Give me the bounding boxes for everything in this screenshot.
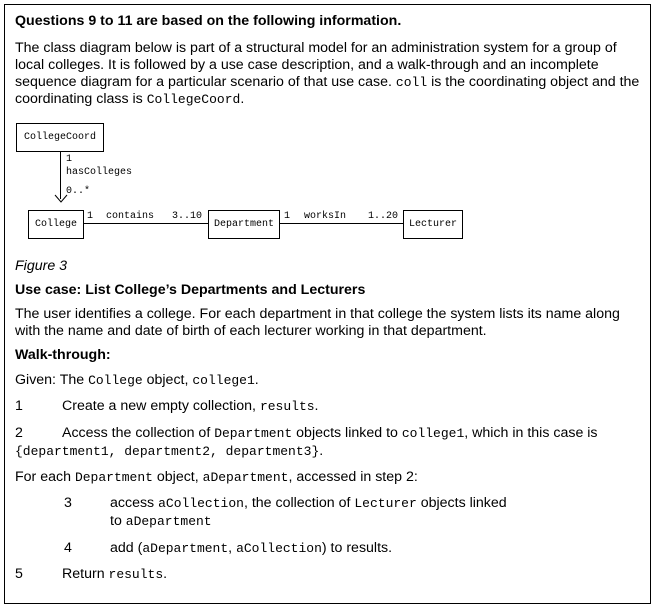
class-department: Department — [208, 210, 280, 239]
assoc-contains-label: contains — [106, 211, 155, 222]
step2-text-3: , which in this case is — [464, 425, 598, 441]
step3-text-cont — [110, 513, 212, 530]
step3-text-2: , the collection of — [243, 495, 355, 511]
step3-number: 3 — [64, 495, 72, 511]
step3-text — [110, 495, 507, 512]
step1-text-1: Create a new empty collection, — [62, 398, 260, 414]
step1-results: results — [259, 399, 315, 414]
assoc-line-has — [60, 152, 61, 199]
foreach-text-2: object, — [152, 469, 203, 485]
step5-text — [62, 566, 167, 583]
foreach-class: Department — [74, 470, 153, 485]
figure-caption: Figure 3 — [15, 258, 68, 274]
step1-text-2: . — [314, 398, 319, 414]
step1-number: 1 — [15, 398, 23, 414]
assoc-works-label: worksIn — [304, 211, 347, 222]
intro-text-1: The class diagram below is part of a structural model for an administration system for a group of local colleges. It is followed by a use case description, and a walk-through and an incomplete sequence diagram for a particular scenario of that use case. — [15, 40, 617, 90]
intro-coll: coll — [395, 75, 428, 90]
step2-number: 2 — [15, 425, 23, 441]
given-line — [15, 372, 259, 389]
assoc-line-works — [280, 223, 403, 224]
mult-dept-left: 1 — [284, 211, 291, 222]
intro-paragraph — [15, 40, 645, 108]
mult-college-left: 1 — [87, 211, 94, 222]
mult-depts: 3..10 — [172, 211, 203, 222]
step5-number: 5 — [15, 566, 23, 582]
foreach-line — [15, 469, 418, 486]
step2-text-1: Access the collection of — [62, 425, 215, 441]
mult-colleges: 0..* — [66, 186, 91, 197]
given-text-1: Given: The — [15, 372, 89, 388]
step4-number: 4 — [64, 540, 72, 556]
step5-text-1: Return — [62, 566, 109, 582]
mult-coord: 1 — [66, 154, 73, 165]
intro-text-2: is the coordinating object and the coordinating class is — [15, 74, 640, 107]
step1-text — [62, 398, 319, 415]
class-collegecoord: CollegeCoord — [16, 123, 104, 152]
step2-text-cont — [15, 443, 323, 460]
step3-class: Lecturer — [354, 496, 417, 511]
class-college: College — [28, 210, 84, 239]
foreach-object: aDepartment — [202, 470, 289, 485]
step4-text-2: , — [228, 540, 237, 556]
given-class: College — [88, 373, 143, 388]
step5-text-2: . — [163, 566, 168, 582]
given-object: college1 — [192, 373, 255, 388]
foreach-text-3: , accessed in step 2: — [288, 469, 418, 485]
step3-text-4: to — [110, 513, 126, 529]
usecase-description: The user identifies a college. For each department in that college the system lists its name along with the name and date of birth of each lecturer working in that department. — [15, 306, 620, 339]
walkthrough-heading: Walk-through: — [15, 347, 111, 363]
step2-object: college1 — [401, 426, 465, 441]
given-text-2: object, — [142, 372, 193, 388]
step2-text-2: objects linked to — [292, 425, 402, 441]
given-text-3: . — [254, 372, 259, 388]
question-heading: Questions 9 to 11 are based on the following information. — [15, 13, 402, 29]
step4-text-1: add ( — [110, 540, 143, 556]
usecase-heading: Use case: List College’s Departments and Lecturers — [15, 282, 366, 298]
step4-adepartment: aDepartment — [142, 541, 229, 556]
intro-text-3: . — [240, 91, 245, 107]
class-lecturer: Lecturer — [403, 210, 463, 239]
step2-text — [62, 425, 598, 442]
step2-set: {department1, department2, department3} — [15, 444, 320, 459]
step4-text-3: ) to results. — [321, 540, 393, 556]
step3-text-1: access — [110, 495, 159, 511]
step4-text — [110, 540, 392, 557]
step2-class: Department — [214, 426, 293, 441]
mult-lects: 1..20 — [368, 211, 399, 222]
step3-text-3: objects linked — [416, 495, 507, 511]
step2-text-4: . — [319, 443, 324, 459]
step3-acollection: aCollection — [158, 496, 244, 511]
assoc-has-label: hasColleges — [66, 167, 133, 178]
step5-results: results — [108, 567, 164, 582]
assoc-line-contains — [84, 223, 208, 224]
foreach-text-1: For each — [15, 469, 75, 485]
step3-adepartment: aDepartment — [125, 514, 212, 529]
intro-collegecoord: CollegeCoord — [146, 92, 241, 107]
step4-acollection: aCollection — [236, 541, 322, 556]
